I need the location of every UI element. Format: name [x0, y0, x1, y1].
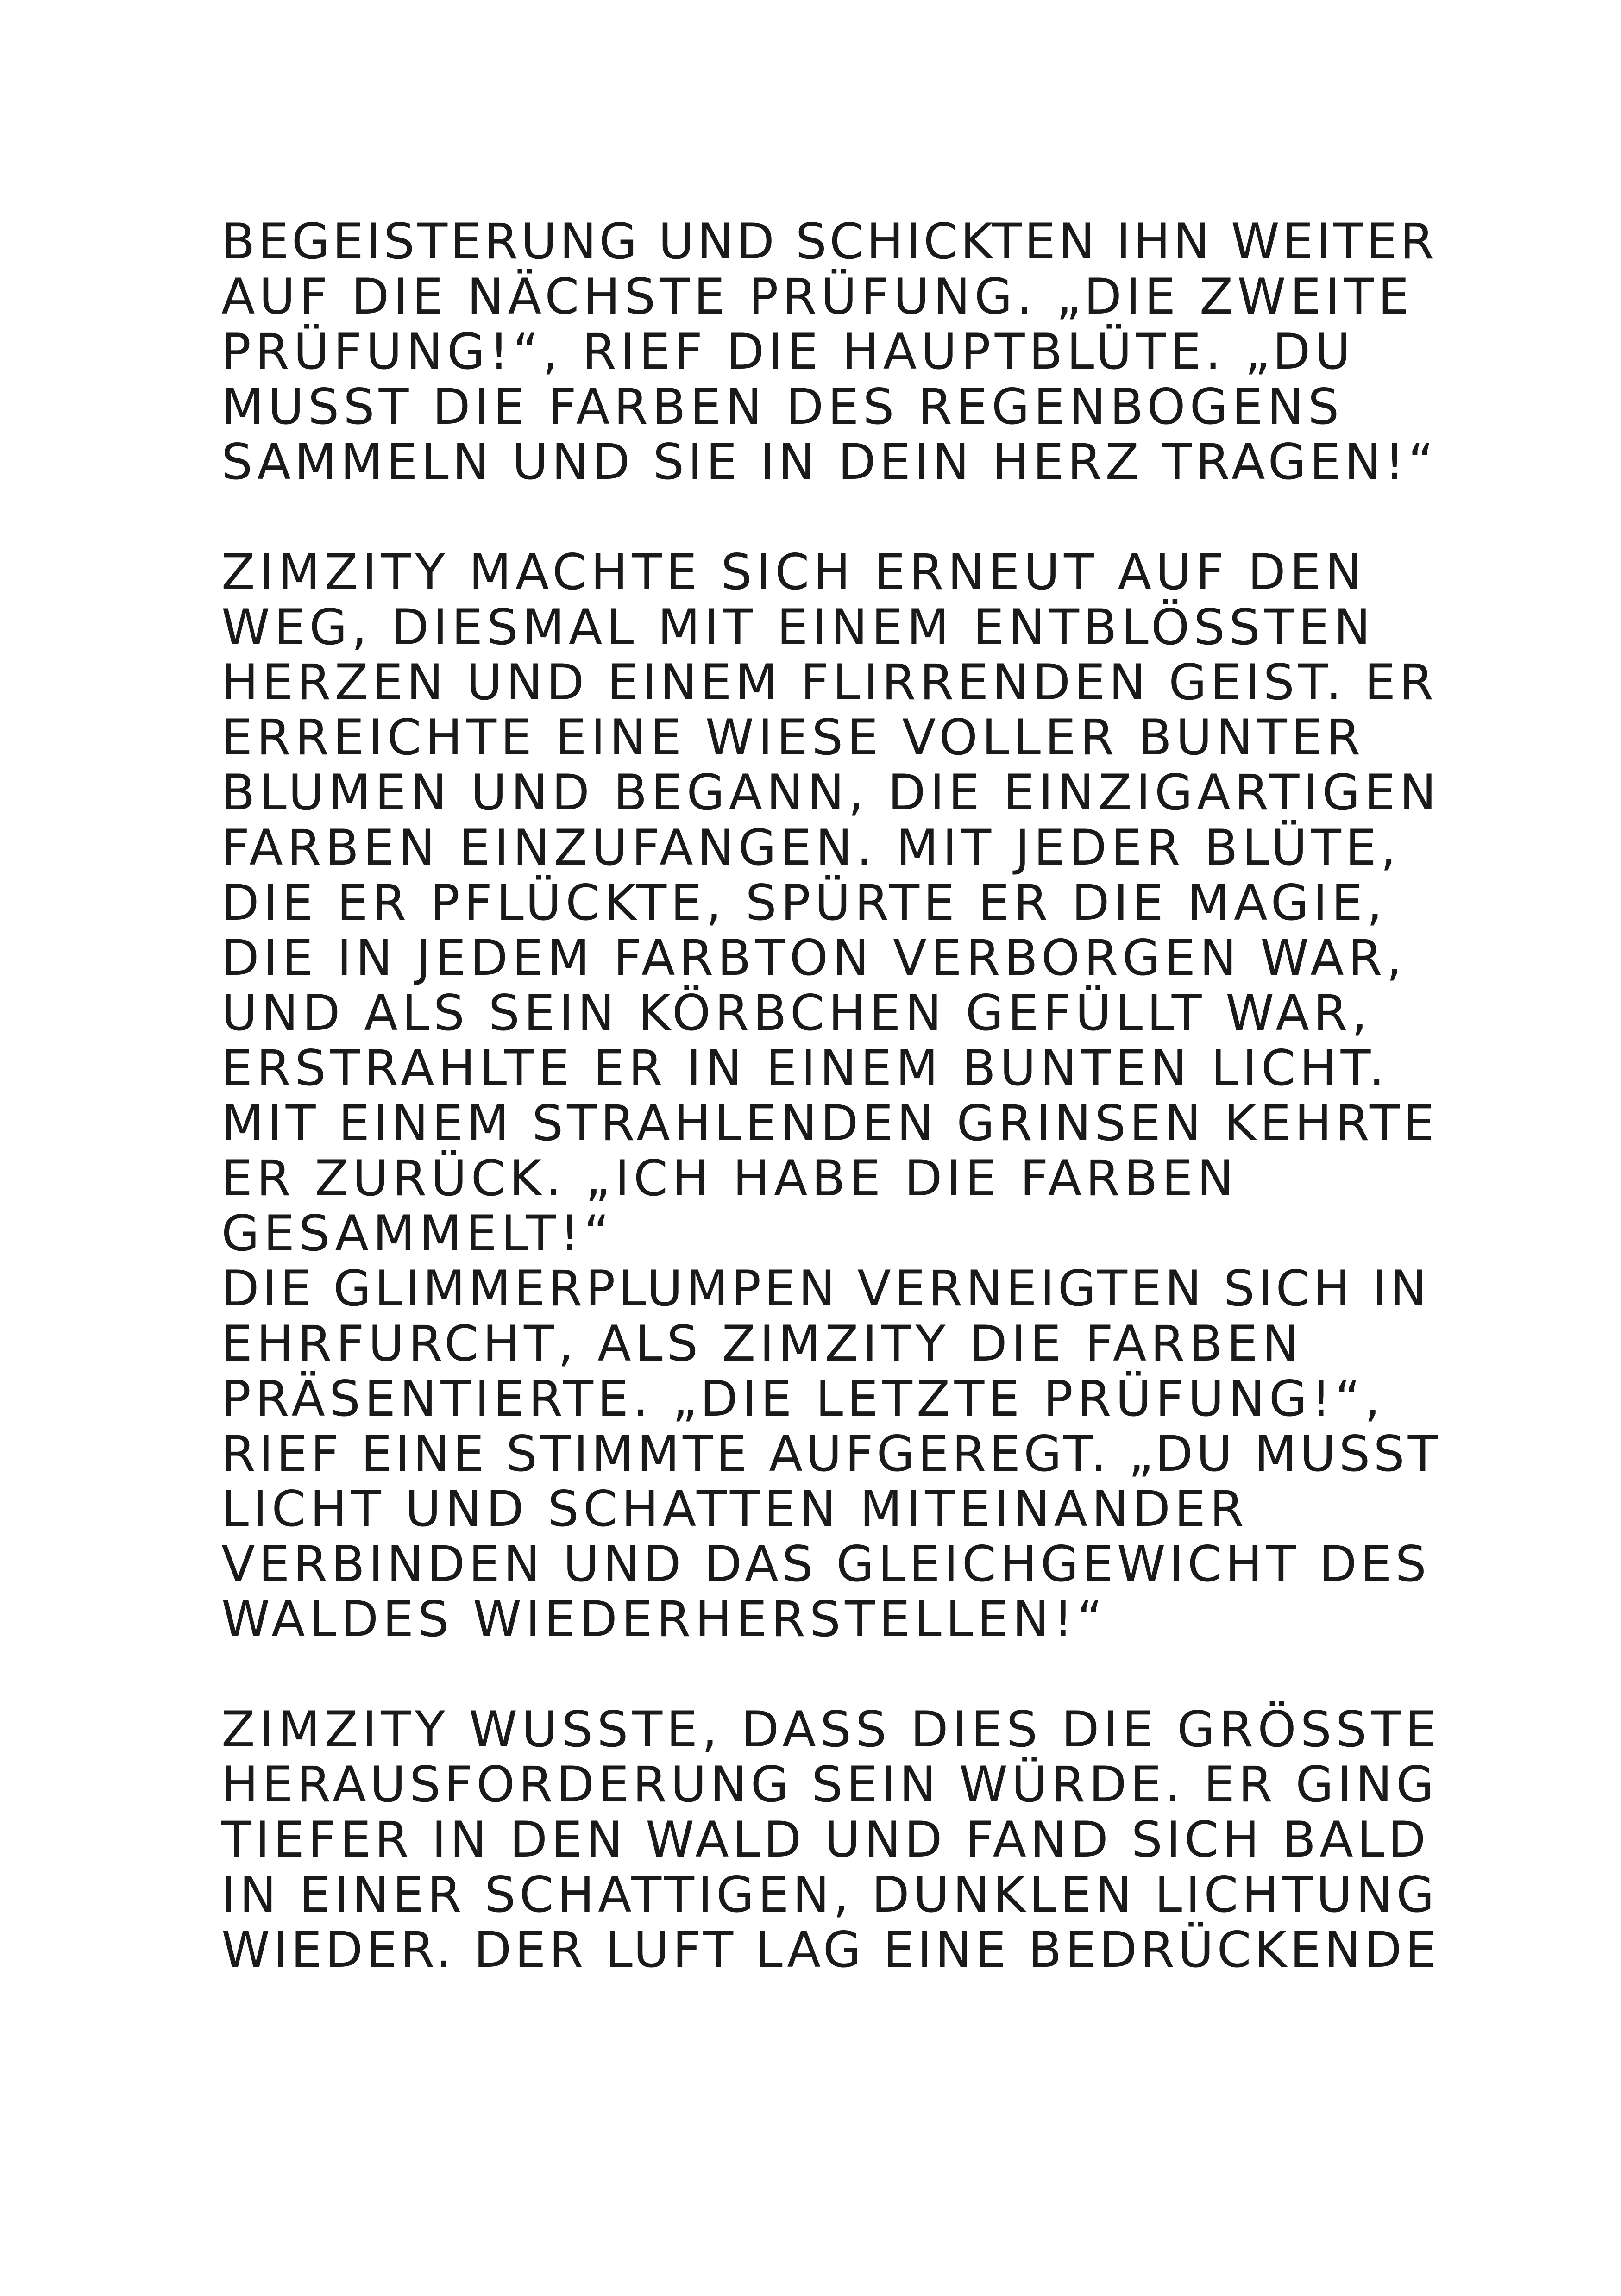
- text-line: PRÄSENTIERTE. „DIE LETZTE PRÜFUNG!“,: [221, 1370, 1385, 1427]
- text-line: IN EINER SCHATTIGEN, DUNKLEN LICHTUNG: [221, 1866, 1438, 1923]
- story-text: [221, 214, 1444, 1977]
- paragraph: [221, 214, 1444, 489]
- paragraph: [221, 545, 1444, 1647]
- paragraph: [221, 1702, 1444, 1977]
- text-line: SAMMELN UND SIE IN DEIN HERZ TRAGEN!“: [221, 433, 1438, 490]
- text-line: TIEFER IN DEN WALD UND FAND SICH BALD: [221, 1811, 1430, 1868]
- text-line: DIE IN JEDEM FARBTON VERBORGEN WAR,: [221, 929, 1407, 986]
- text-line: HERZEN UND EINEM FLIRRENDEN GEIST. ER: [221, 654, 1438, 711]
- text-line: ZIMZITY MACHTE SICH ERNEUT AUF DEN: [221, 544, 1366, 601]
- text-line: RIEF EINE STIMMTE AUFGEREGT. „DU MUSST: [221, 1425, 1441, 1482]
- text-line: EHRFURCHT, ALS ZIMZITY DIE FARBEN: [221, 1315, 1303, 1372]
- paragraph-gap: [221, 489, 1444, 545]
- text-line: WIEDER. DER LUFT LAG EINE BEDRÜCKENDE: [221, 1921, 1439, 1978]
- text-line: PRÜFUNG!“, RIEF DIE HAUPTBLÜTE. „DU: [221, 323, 1355, 380]
- text-line: DIE GLIMMERPLUMPEN VERNEIGTEN SICH IN: [221, 1260, 1430, 1317]
- text-line: WALDES WIEDERHERSTELLEN!“: [221, 1591, 1107, 1648]
- text-line: HERAUSFORDERUNG SEIN WÜRDE. ER GING: [221, 1756, 1438, 1813]
- text-line: VERBINDEN UND DAS GLEICHGEWICHT DES: [221, 1536, 1430, 1593]
- text-line: DIE ER PFLÜCKTE, SPÜRTE ER DIE MAGIE,: [221, 874, 1387, 931]
- text-line: FARBEN EINZUFANGEN. MIT JEDER BLÜTE,: [221, 819, 1401, 876]
- text-line: GESAMMELT!“: [221, 1205, 614, 1262]
- text-line: LICHT UND SCHATTEN MITEINANDER: [221, 1480, 1248, 1537]
- text-line: AUF DIE NÄCHSTE PRÜFUNG. „DIE ZWEITE: [221, 268, 1414, 325]
- text-line: MIT EINEM STRAHLENDEN GRINSEN KEHRTE: [221, 1095, 1438, 1152]
- text-line: ZIMZITY WUSSTE, DASS DIES DIE GRÖSSTE: [221, 1701, 1440, 1758]
- text-line: WEG, DIESMAL MIT EINEM ENTBLÖSSTEN: [221, 599, 1375, 656]
- text-line: UND ALS SEIN KÖRBCHEN GEFÜLLT WAR,: [221, 985, 1372, 1041]
- text-line: ERREICHTE EINE WIESE VOLLER BUNTER: [221, 709, 1365, 766]
- paragraph-gap: [221, 1647, 1444, 1702]
- text-line: MUSST DIE FARBEN DES REGENBOGENS: [221, 378, 1344, 435]
- text-line: ER ZURÜCK. „ICH HABE DIE FARBEN: [221, 1150, 1238, 1207]
- text-line: ERSTRAHLTE ER IN EINEM BUNTEN LICHT.: [221, 1040, 1389, 1097]
- text-line: BLUMEN UND BEGANN, DIE EINZIGARTIGEN: [221, 764, 1440, 821]
- text-line: BEGEISTERUNG UND SCHICKTEN IHN WEITER: [221, 213, 1437, 270]
